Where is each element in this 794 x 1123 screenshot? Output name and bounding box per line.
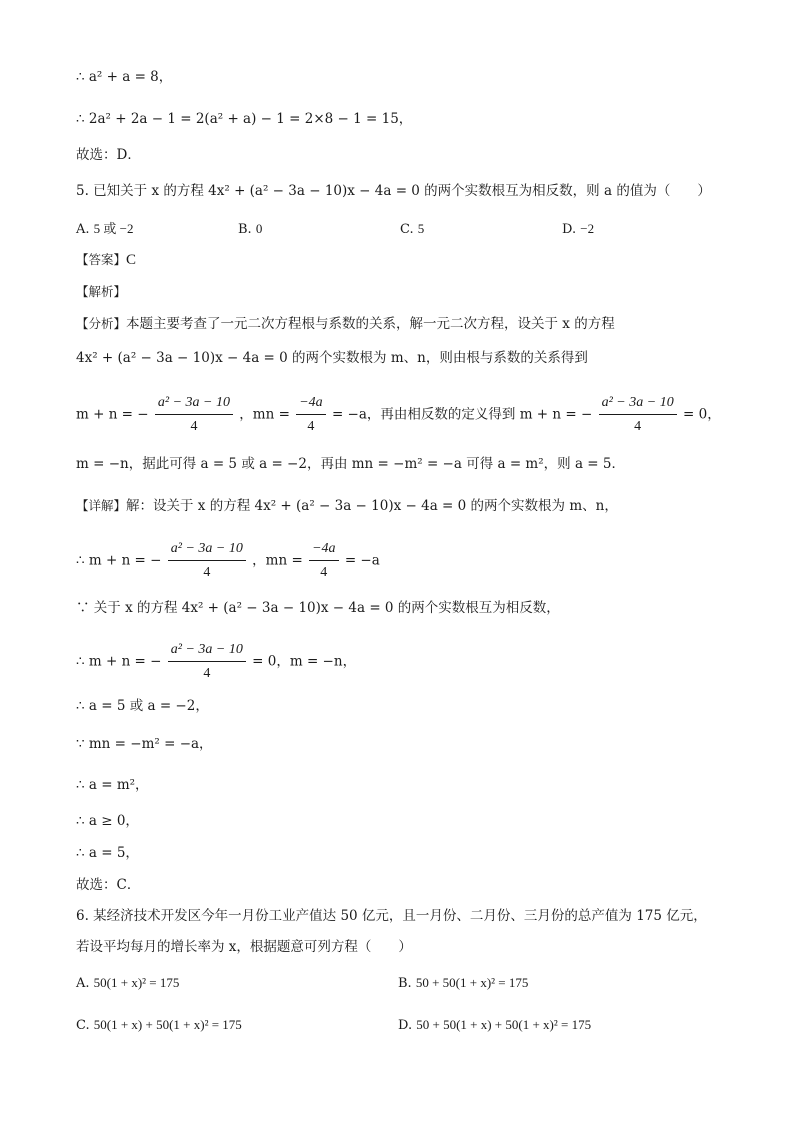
fraction: $\frac{\text{a² − 3a − 10}}{4}$ [168,641,246,683]
detail-line: ∴ a = 5， [76,845,139,861]
analysis-tag: 【解析】 [76,284,127,299]
option-c: C. 5 [400,221,425,237]
solution-line: ∴ 2a² + 2a − 1 = 2(a² + a) − 1 = 2×8 − 1 = 15， [76,111,413,127]
answer-tag: 【答案】 [76,252,127,267]
option-a: A. 50(1 + x)² = 175 [76,975,180,991]
detail-line: 【详解】解：设关于 x 的方程 4x² + (a² − 3a − 10)x − 4a = 0 的两个实数根为 m、n， [76,498,618,514]
fraction: $\frac{\text{a² − 3a − 10}}{4}$ [599,394,677,436]
detail-line: ∵ mn = −m² = −a， [76,736,213,752]
solution-line: ∴ a² + a = 8， [76,69,173,85]
fraction: $\frac{-4a}{4}$ [309,540,338,582]
choose-line: 故选：C． [76,877,141,893]
detail-line: ∴ a = 5 或 a = −2， [76,698,209,714]
question-stem: 5. 已知关于 x 的方程 4x² + (a² − 3a − 10)x − 4a = 0 的两个实数根互为相反数，则 a 的值为（ ） [76,183,711,199]
detail-formula-line: ∴ m + n = − $\frac{\text{a² − 3a − 10}}{4}$ ，mn = $\frac{-4a}{4}$ = −a [76,541,380,580]
answer-line [76,251,136,269]
detail-line: ∵ 关于 x 的方程 4x² + (a² − 3a − 10)x − 4a = 0 的两个实数根互为相反数， [76,600,560,616]
detail-line: ∴ a ≥ 0， [76,813,139,829]
fenxi-tag: 【分析】 [76,316,127,331]
option-c: C. 50(1 + x) + 50(1 + x)² = 175 [76,1017,242,1033]
fraction: $\frac{\text{a² − 3a − 10}}{4}$ [168,540,246,582]
choose-line: 故选：D． [76,147,141,163]
analysis-line: m = −n，据此可得 a = 5 或 a = −2，再由 mn = −m² = −a 可得 a = m²，则 a = 5． [76,456,625,472]
option-a: A. 5 或 −2 [76,221,134,237]
analysis-formula-line: m + n = − $\frac{\text{a² − 3a − 10}}{4}$ ，mn = $\frac{-4a}{4}$ = −a，再由相反数的定义得到 m + n = − $\frac{\text{a² − 3a − 10}}{4}$ = 0， [76,395,721,434]
fraction: $\frac{-4a}{4}$ [296,394,325,436]
detail-line: ∴ a = m²， [76,777,149,793]
option-b: B. 0 [238,221,263,237]
detail-formula-line: ∴ m + n = − $\frac{\text{a² − 3a − 10}}{4}$ = 0，m = −n， [76,642,357,681]
answer-value: C [126,252,137,268]
option-d: D. −2 [562,221,595,237]
question-stem: 6. 某经济技术开发区今年一月份工业产值达 50 亿元，且一月份、二月份、三月份的总产值为 175 亿元， [76,908,707,924]
analysis-line: 【分析】本题主要考查了一元二次方程根与系数的关系，解一元二次方程，设关于 x 的方程 [76,316,615,332]
option-b: B. 50 + 50(1 + x)² = 175 [398,975,529,991]
option-d: D. 50 + 50(1 + x) + 50(1 + x)² = 175 [398,1017,592,1033]
analysis-line: 4x² + (a² − 3a − 10)x − 4a = 0 的两个实数根为 m、n，则由根与系数的关系得到 [76,350,588,366]
question-stem: 若设平均每月的增长率为 x，根据题意可列方程（ ） [76,939,412,955]
xiangjie-tag: 【详解】 [76,498,127,513]
fraction: $\frac{\text{a² − 3a − 10}}{4}$ [155,394,233,436]
